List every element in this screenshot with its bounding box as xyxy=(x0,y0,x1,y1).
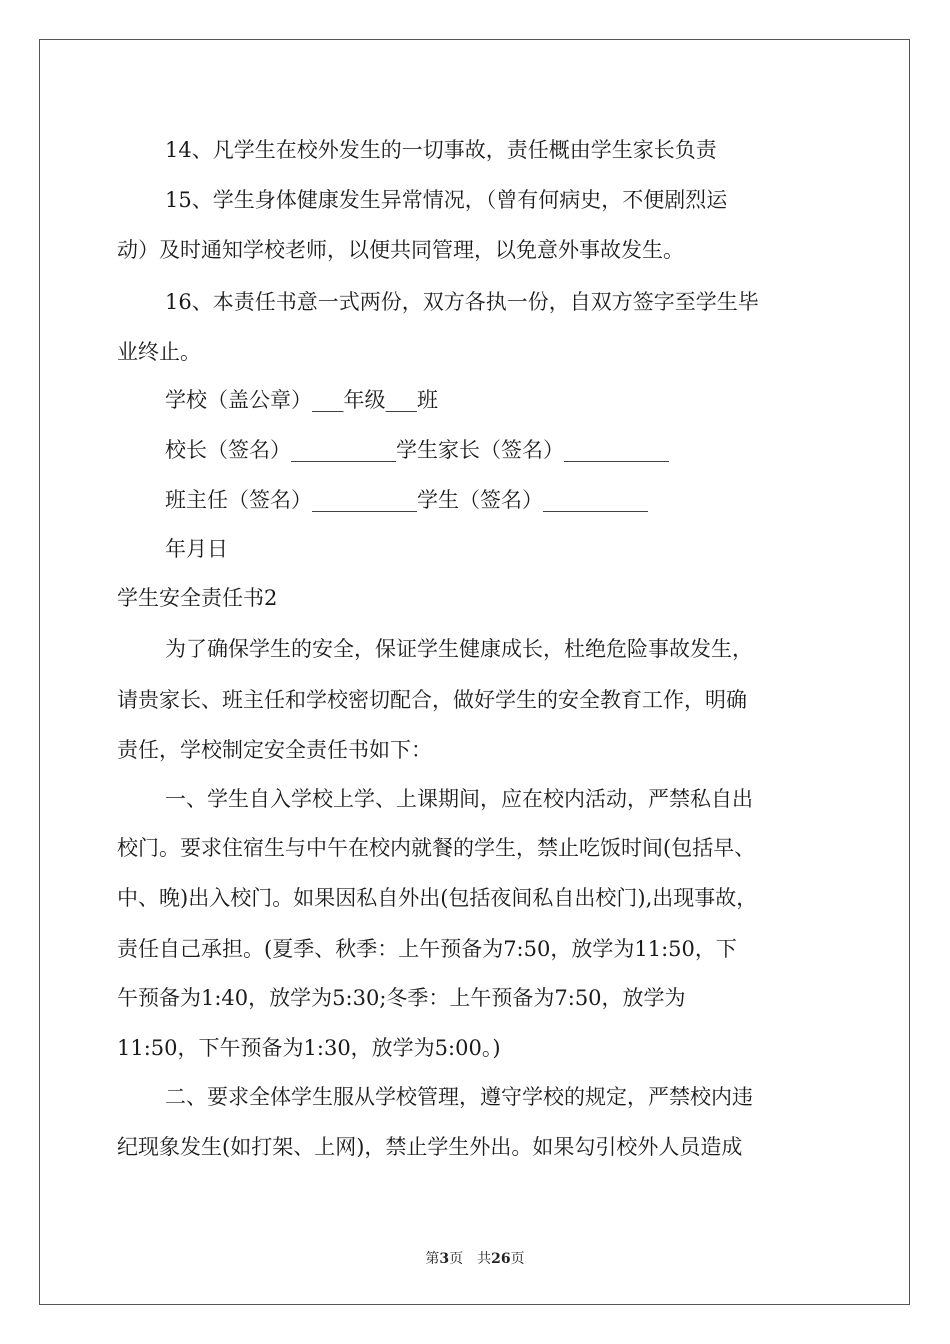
text-line: 纪现象发生(如打架、上网)，禁止学生外出。如果勾引校外人员造成 xyxy=(117,1135,743,1159)
text-line: 校门。要求住宿生与中午在校内就餐的学生，禁止吃饭时间(包括早、 xyxy=(117,836,756,860)
text-line: 为了确保学生的安全，保证学生健康成长，杜绝危险事故发生， xyxy=(165,637,753,661)
text-line: 责任，学校制定安全责任书如下： xyxy=(117,738,432,762)
text-line: 请贵家长、班主任和学校密切配合，做好学生的安全教育工作，明确 xyxy=(117,688,747,712)
text-line: 班主任（签名）__________学生（签名）__________ xyxy=(165,488,648,512)
footer-suffix: 页 xyxy=(510,1251,525,1267)
text-line: 业终止。 xyxy=(117,340,201,364)
text-line: 中、晚)出入校门。如果因私自外出(包括夜间私自出校门),出现事故， xyxy=(117,886,758,910)
text-line: 二、要求全体学生服从学校管理，遵守学校的规定，严禁校内违 xyxy=(165,1085,753,1109)
footer-prefix: 第 xyxy=(425,1251,440,1267)
text-line: 动）及时通知学校老师，以便共同管理，以免意外事故发生。 xyxy=(117,238,684,262)
text-line: 年月日 xyxy=(165,537,228,561)
footer-page-number: 3 xyxy=(439,1251,450,1267)
text-line: 11:50，下午预备为1:30，放学为5:00。) xyxy=(117,1036,501,1060)
text-line: 16、本责任书意一式两份，双方各执一份，自双方签字至学生毕 xyxy=(165,290,759,314)
page-border xyxy=(39,39,910,1305)
footer-total-pages: 26 xyxy=(491,1251,511,1267)
footer-mid: 页 共 xyxy=(449,1251,492,1267)
text-line: 责任自己承担。(夏季、秋季：上午预备为7:50，放学为11:50，下 xyxy=(117,937,737,961)
text-line: 一、学生自入学校上学、上课期间，应在校内活动，严禁私自出 xyxy=(165,787,753,811)
text-line: 午预备为1:40，放学为5:30;冬季：上午预备为7:50，放学为 xyxy=(117,986,686,1010)
text-line: 15、学生身体健康发生异常情况，（曾有何病史，不便剧烈运 xyxy=(165,188,728,212)
section-title: 学生安全责任书2 xyxy=(117,586,278,610)
text-line: 14、凡学生在校外发生的一切事故，责任概由学生家长负责 xyxy=(165,138,717,162)
page-footer xyxy=(0,1248,950,1268)
text-line: 学校（盖公章）___年级___班 xyxy=(165,388,438,412)
text-line: 校长（签名）__________学生家长（签名）__________ xyxy=(165,438,669,462)
